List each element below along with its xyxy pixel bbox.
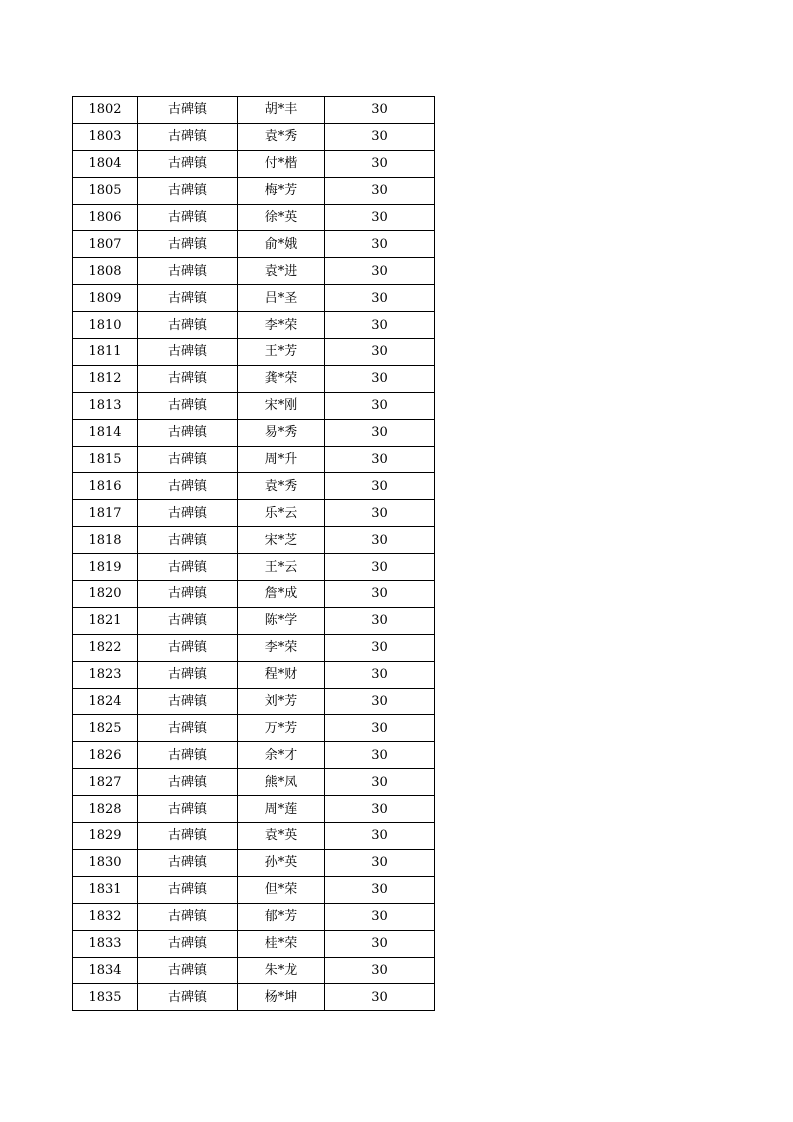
town-cell: 古碑镇 — [138, 392, 238, 419]
town-cell: 古碑镇 — [138, 446, 238, 473]
table-row — [73, 150, 435, 177]
person-name-cell: 刘*芳 — [238, 688, 325, 715]
town-cell: 古碑镇 — [138, 285, 238, 312]
roster-table — [72, 96, 435, 1011]
row-number-cell: 1822 — [73, 634, 138, 661]
town-cell: 古碑镇 — [138, 339, 238, 366]
amount-cell: 30 — [325, 823, 435, 850]
person-name-cell: 万*芳 — [238, 715, 325, 742]
town-cell: 古碑镇 — [138, 177, 238, 204]
person-name-cell: 桂*荣 — [238, 930, 325, 957]
town-cell: 古碑镇 — [138, 715, 238, 742]
person-name-cell: 付*楷 — [238, 150, 325, 177]
row-number-cell: 1808 — [73, 258, 138, 285]
row-number-cell: 1809 — [73, 285, 138, 312]
town-cell: 古碑镇 — [138, 769, 238, 796]
town-cell: 古碑镇 — [138, 823, 238, 850]
roster-table-body — [73, 97, 435, 1011]
table-row — [73, 634, 435, 661]
row-number-cell: 1806 — [73, 204, 138, 231]
person-name-cell: 陈*学 — [238, 607, 325, 634]
person-name-cell: 易*秀 — [238, 419, 325, 446]
person-name-cell: 孙*英 — [238, 849, 325, 876]
town-cell: 古碑镇 — [138, 204, 238, 231]
person-name-cell: 杨*坤 — [238, 984, 325, 1011]
table-row — [73, 823, 435, 850]
amount-cell: 30 — [325, 796, 435, 823]
person-name-cell: 袁*英 — [238, 823, 325, 850]
table-row — [73, 849, 435, 876]
row-number-cell: 1817 — [73, 500, 138, 527]
table-row — [73, 258, 435, 285]
amount-cell: 30 — [325, 500, 435, 527]
row-number-cell: 1825 — [73, 715, 138, 742]
table-row — [73, 903, 435, 930]
table-row — [73, 957, 435, 984]
person-name-cell: 王*云 — [238, 554, 325, 581]
town-cell: 古碑镇 — [138, 419, 238, 446]
table-row — [73, 231, 435, 258]
row-number-cell: 1813 — [73, 392, 138, 419]
row-number-cell: 1805 — [73, 177, 138, 204]
row-number-cell: 1832 — [73, 903, 138, 930]
person-name-cell: 程*财 — [238, 661, 325, 688]
amount-cell: 30 — [325, 258, 435, 285]
town-cell: 古碑镇 — [138, 231, 238, 258]
person-name-cell: 周*升 — [238, 446, 325, 473]
person-name-cell: 朱*龙 — [238, 957, 325, 984]
table-row — [73, 796, 435, 823]
row-number-cell: 1814 — [73, 419, 138, 446]
table-row — [73, 419, 435, 446]
table-row — [73, 984, 435, 1011]
person-name-cell: 吕*圣 — [238, 285, 325, 312]
table-row — [73, 527, 435, 554]
row-number-cell: 1804 — [73, 150, 138, 177]
town-cell: 古碑镇 — [138, 150, 238, 177]
person-name-cell: 梅*芳 — [238, 177, 325, 204]
table-row — [73, 204, 435, 231]
amount-cell: 30 — [325, 769, 435, 796]
person-name-cell: 袁*秀 — [238, 123, 325, 150]
row-number-cell: 1810 — [73, 312, 138, 339]
table-row — [73, 365, 435, 392]
town-cell: 古碑镇 — [138, 661, 238, 688]
table-row — [73, 876, 435, 903]
table-row — [73, 715, 435, 742]
row-number-cell: 1823 — [73, 661, 138, 688]
row-number-cell: 1835 — [73, 984, 138, 1011]
person-name-cell: 李*荣 — [238, 634, 325, 661]
table-row — [73, 339, 435, 366]
amount-cell: 30 — [325, 473, 435, 500]
table-row — [73, 123, 435, 150]
town-cell: 古碑镇 — [138, 930, 238, 957]
town-cell: 古碑镇 — [138, 849, 238, 876]
amount-cell: 30 — [325, 285, 435, 312]
person-name-cell: 龚*荣 — [238, 365, 325, 392]
table-row — [73, 607, 435, 634]
table-row — [73, 446, 435, 473]
table-row — [73, 742, 435, 769]
town-cell: 古碑镇 — [138, 365, 238, 392]
row-number-cell: 1803 — [73, 123, 138, 150]
row-number-cell: 1831 — [73, 876, 138, 903]
table-row — [73, 473, 435, 500]
amount-cell: 30 — [325, 876, 435, 903]
row-number-cell: 1821 — [73, 607, 138, 634]
amount-cell: 30 — [325, 339, 435, 366]
amount-cell: 30 — [325, 581, 435, 608]
row-number-cell: 1828 — [73, 796, 138, 823]
amount-cell: 30 — [325, 177, 435, 204]
amount-cell: 30 — [325, 607, 435, 634]
table-row — [73, 581, 435, 608]
row-number-cell: 1834 — [73, 957, 138, 984]
table-row — [73, 312, 435, 339]
table-row — [73, 769, 435, 796]
person-name-cell: 郁*芳 — [238, 903, 325, 930]
table-row — [73, 285, 435, 312]
row-number-cell: 1816 — [73, 473, 138, 500]
amount-cell: 30 — [325, 742, 435, 769]
table-row — [73, 500, 435, 527]
amount-cell: 30 — [325, 150, 435, 177]
row-number-cell: 1812 — [73, 365, 138, 392]
person-name-cell: 宋*刚 — [238, 392, 325, 419]
table-row — [73, 688, 435, 715]
table-row — [73, 554, 435, 581]
town-cell: 古碑镇 — [138, 742, 238, 769]
person-name-cell: 李*荣 — [238, 312, 325, 339]
row-number-cell: 1820 — [73, 581, 138, 608]
person-name-cell: 王*芳 — [238, 339, 325, 366]
row-number-cell: 1819 — [73, 554, 138, 581]
amount-cell: 30 — [325, 903, 435, 930]
amount-cell: 30 — [325, 930, 435, 957]
amount-cell: 30 — [325, 527, 435, 554]
table-row — [73, 177, 435, 204]
town-cell: 古碑镇 — [138, 903, 238, 930]
amount-cell: 30 — [325, 446, 435, 473]
amount-cell: 30 — [325, 123, 435, 150]
town-cell: 古碑镇 — [138, 500, 238, 527]
table-row — [73, 930, 435, 957]
town-cell: 古碑镇 — [138, 607, 238, 634]
amount-cell: 30 — [325, 634, 435, 661]
amount-cell: 30 — [325, 312, 435, 339]
amount-cell: 30 — [325, 392, 435, 419]
town-cell: 古碑镇 — [138, 957, 238, 984]
person-name-cell: 熊*凤 — [238, 769, 325, 796]
town-cell: 古碑镇 — [138, 97, 238, 124]
amount-cell: 30 — [325, 204, 435, 231]
town-cell: 古碑镇 — [138, 312, 238, 339]
row-number-cell: 1827 — [73, 769, 138, 796]
row-number-cell: 1802 — [73, 97, 138, 124]
town-cell: 古碑镇 — [138, 473, 238, 500]
amount-cell: 30 — [325, 231, 435, 258]
person-name-cell: 宋*芝 — [238, 527, 325, 554]
town-cell: 古碑镇 — [138, 688, 238, 715]
amount-cell: 30 — [325, 554, 435, 581]
amount-cell: 30 — [325, 419, 435, 446]
person-name-cell: 但*荣 — [238, 876, 325, 903]
table-row — [73, 661, 435, 688]
town-cell: 古碑镇 — [138, 554, 238, 581]
person-name-cell: 周*莲 — [238, 796, 325, 823]
amount-cell: 30 — [325, 849, 435, 876]
row-number-cell: 1830 — [73, 849, 138, 876]
town-cell: 古碑镇 — [138, 123, 238, 150]
person-name-cell: 余*才 — [238, 742, 325, 769]
town-cell: 古碑镇 — [138, 984, 238, 1011]
town-cell: 古碑镇 — [138, 796, 238, 823]
row-number-cell: 1815 — [73, 446, 138, 473]
row-number-cell: 1833 — [73, 930, 138, 957]
amount-cell: 30 — [325, 661, 435, 688]
town-cell: 古碑镇 — [138, 634, 238, 661]
amount-cell: 30 — [325, 957, 435, 984]
person-name-cell: 俞*娥 — [238, 231, 325, 258]
amount-cell: 30 — [325, 984, 435, 1011]
town-cell: 古碑镇 — [138, 876, 238, 903]
town-cell: 古碑镇 — [138, 581, 238, 608]
row-number-cell: 1826 — [73, 742, 138, 769]
person-name-cell: 徐*英 — [238, 204, 325, 231]
person-name-cell: 詹*成 — [238, 581, 325, 608]
person-name-cell: 袁*秀 — [238, 473, 325, 500]
table-row — [73, 392, 435, 419]
row-number-cell: 1824 — [73, 688, 138, 715]
person-name-cell: 胡*丰 — [238, 97, 325, 124]
amount-cell: 30 — [325, 688, 435, 715]
person-name-cell: 袁*进 — [238, 258, 325, 285]
row-number-cell: 1807 — [73, 231, 138, 258]
person-name-cell: 乐*云 — [238, 500, 325, 527]
table-row — [73, 97, 435, 124]
amount-cell: 30 — [325, 97, 435, 124]
row-number-cell: 1818 — [73, 527, 138, 554]
row-number-cell: 1811 — [73, 339, 138, 366]
town-cell: 古碑镇 — [138, 527, 238, 554]
row-number-cell: 1829 — [73, 823, 138, 850]
amount-cell: 30 — [325, 715, 435, 742]
amount-cell: 30 — [325, 365, 435, 392]
town-cell: 古碑镇 — [138, 258, 238, 285]
